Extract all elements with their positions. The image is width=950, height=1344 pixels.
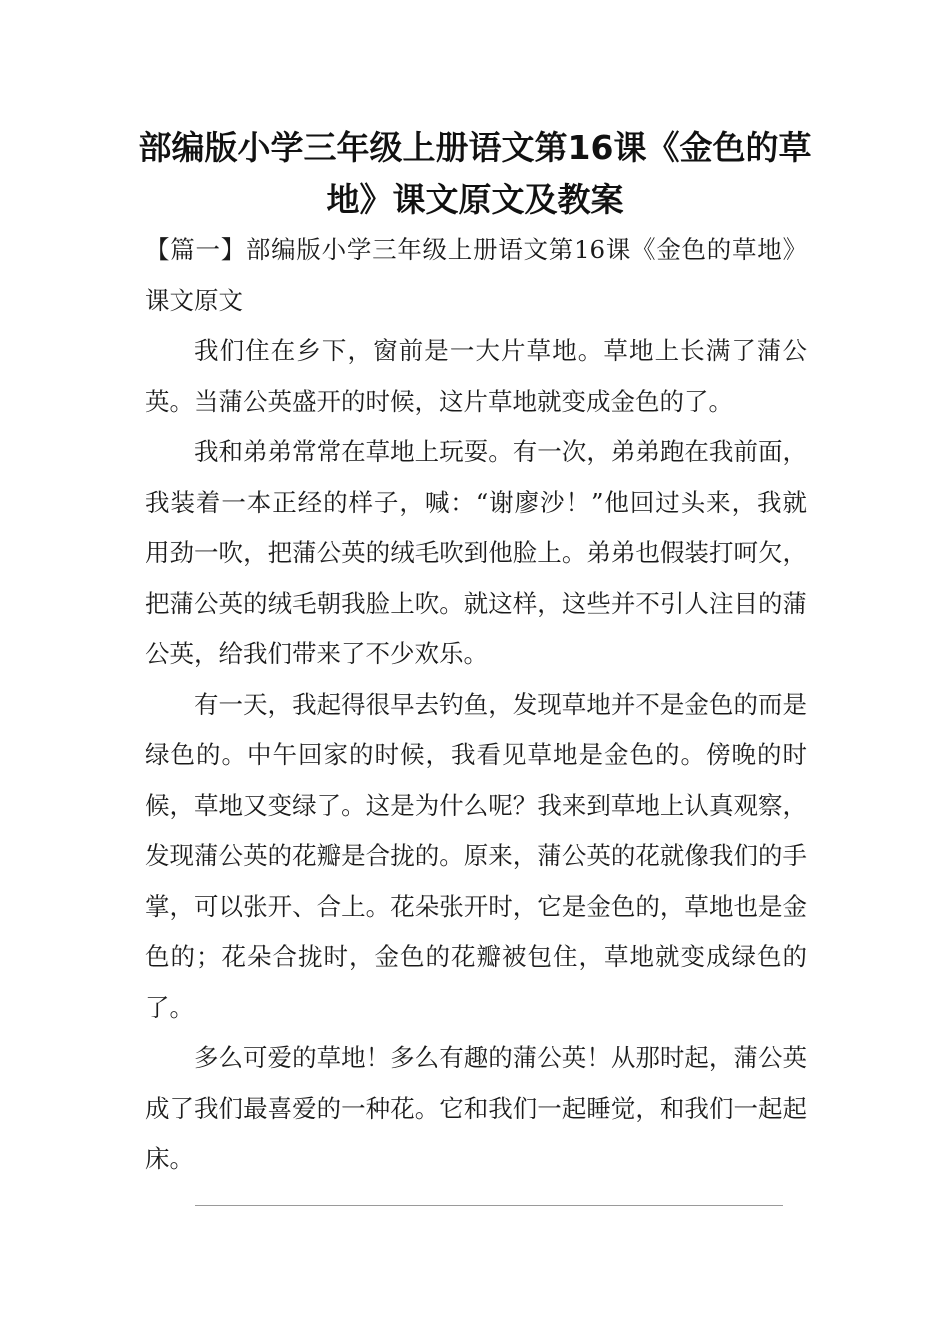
paragraph-2: 我和弟弟常常在草地上玩耍。有一次，弟弟跑在我前面，我装着一本正经的样子，喊：“谢廖沙！”他回过头来，我就用劲一吹，把蒲公英的绒毛吹到他脸上。弟弟也假装打呵欠，把蒲公英的绒毛朝我脸上吹。就这样，这些并不引人注目的蒲公英，给我们带来了不少欢乐。 [145, 437, 807, 668]
section-heading: 【篇一】部编版小学三年级上册语文第16课《金色的草地》课文原文 [145, 235, 807, 315]
paragraph-3: 有一天，我起得很早去钓鱼，发现草地并不是金色的而是绿色的。中午回家的时候，我看见草地是金色的。傍晚的时候，草地又变绿了。这是为什么呢？我来到草地上认真观察，发现蒲公英的花瓣是合拢的。原来，蒲公英的花就像我们的手掌，可以张开、合上。花朵张开时，它是金色的，草地也是金色的；花朵合拢时，金色的花瓣被包住，草地就变成绿色的了。 [145, 689, 807, 1022]
paragraph-1: 我们住在乡下，窗前是一大片草地。草地上长满了蒲公英。当蒲公英盛开的时候，这片草地就变成金色的了。 [145, 336, 807, 416]
document-body [145, 225, 807, 1185]
paragraph-4: 多么可爱的草地！多么有趣的蒲公英！从那时起，蒲公英成了我们最喜爱的一种花。它和我们一起睡觉，和我们一起起床。 [145, 1043, 807, 1173]
document-title: 部编版小学三年级上册语文第16课《金色的草地》课文原文及教案 [138, 128, 812, 219]
footer-divider [195, 1205, 783, 1206]
